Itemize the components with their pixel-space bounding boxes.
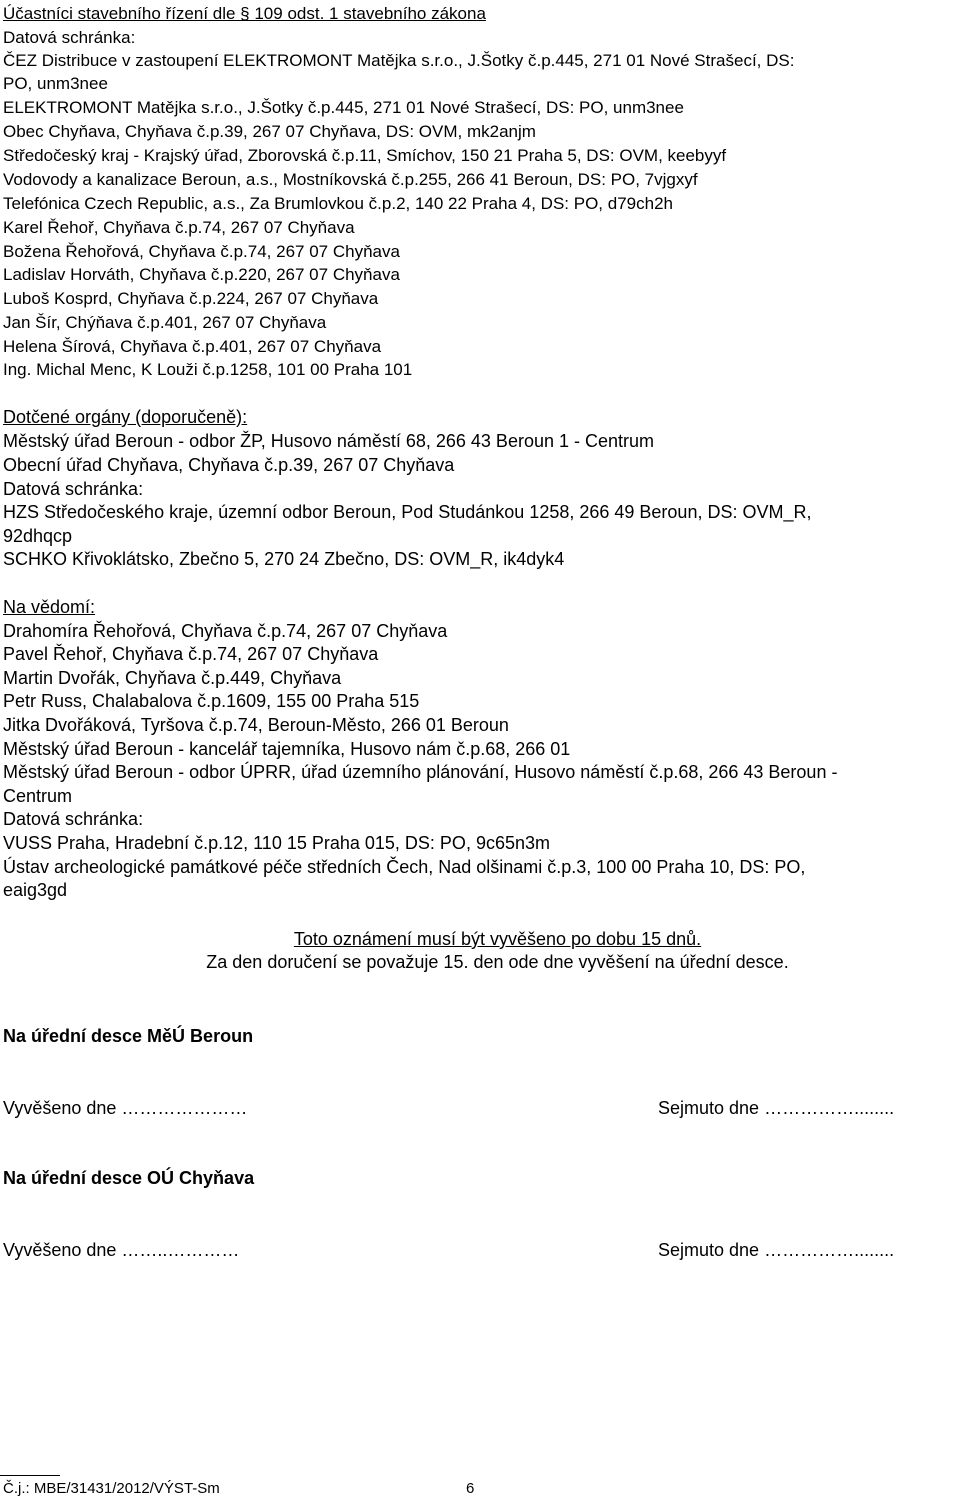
for-info-line: Jitka Dvořáková, Tyršova č.p.74, Beroun-Město, 266 01 Beroun [3, 715, 509, 735]
for-info-line: Ústav archeologické památkové péče středních Čech, Nad olšinami č.p.3, 100 00 Praha 10, DS: PO, [3, 857, 806, 877]
authority-line: Městský úřad Beroun - odbor ŽP, Husovo náměstí 68, 266 43 Beroun 1 - Centrum [3, 431, 655, 451]
participant-line: Ladislav Horváth, Chyňava č.p.220, 267 07 Chyňava [3, 265, 400, 284]
participant-line: Luboš Kosprd, Chyňava č.p.224, 267 07 Chyňava [3, 289, 379, 308]
board-title-chynava: Na úřední desce OÚ Chyňava [3, 1168, 255, 1188]
participant-line: Helena Šírová, Chyňava č.p.401, 267 07 Chyňava [3, 337, 382, 356]
board-posted-chynava: Vyvěšeno dne ……..………… [3, 1240, 240, 1260]
board-removed-beroun: Sejmuto dne ……………........ [658, 1098, 895, 1118]
notice-line-1: Toto oznámení musí být vyvěšeno po dobu 15 dnů. [293, 929, 702, 949]
participant-line: Karel Řehoř, Chyňava č.p.74, 267 07 Chyňava [3, 218, 355, 237]
participant-line: Vodovody a kanalizace Beroun, a.s., Mostníkovská č.p.255, 266 41 Beroun, DS: PO, 7vjgxyf [3, 170, 698, 189]
notice-line-2: Za den doručení se považuje 15. den ode dne vyvěšení na úřední desce. [206, 952, 789, 972]
data-box-label: Datová schránka: [3, 28, 136, 47]
for-info-line: Centrum [3, 786, 73, 806]
footer-reference: Č.j.: MBE/31431/2012/VÝST-Sm [3, 1480, 220, 1497]
authority-line: 92dhqcp [3, 526, 73, 546]
authority-line: Datová schránka: [3, 479, 144, 499]
for-info-line: Pavel Řehoř, Chyňava č.p.74, 267 07 Chyňava [3, 644, 379, 664]
for-info-line: Drahomíra Řehořová, Chyňava č.p.74, 267 07 Chyňava [3, 621, 448, 641]
for-info-line: Petr Russ, Chalabalova č.p.1609, 155 00 Praha 515 [3, 691, 420, 711]
board-posted-beroun: Vyvěšeno dne ………………… [3, 1098, 248, 1118]
participant-line: Obec Chyňava, Chyňava č.p.39, 267 07 Chyňava, DS: OVM, mk2anjm [3, 122, 536, 141]
for-info-line: Martin Dvořák, Chyňava č.p.449, Chyňava [3, 668, 342, 688]
participant-line: ČEZ Distribuce v zastoupení ELEKTROMONT Matějka s.r.o., J.Šotky č.p.445, 271 01 Nové Strašecí, DS: [3, 51, 795, 70]
participant-line: Jan Šír, Chýňava č.p.401, 267 07 Chyňava [3, 313, 327, 332]
authorities-heading: Dotčené orgány (doporučeně): [3, 407, 248, 427]
authority-line: SCHKO Křivoklátsko, Zbečno 5, 270 24 Zbečno, DS: OVM_R, ik4dyk4 [3, 549, 565, 569]
board-removed-chynava: Sejmuto dne ……………........ [658, 1240, 895, 1260]
participant-line: ELEKTROMONT Matějka s.r.o., J.Šotky č.p.445, 271 01 Nové Strašecí, DS: PO, unm3nee [3, 98, 684, 117]
for-info-line: VUSS Praha, Hradební č.p.12, 110 15 Praha 015, DS: PO, 9c65n3m [3, 833, 550, 853]
participant-line: Telefónica Czech Republic, a.s., Za Brumlovkou č.p.2, 140 22 Praha 4, DS: PO, d79ch2h [3, 194, 673, 213]
for-info-line: Datová schránka: [3, 809, 144, 829]
board-title-beroun: Na úřední desce MěÚ Beroun [3, 1026, 254, 1046]
for-info-line: Městský úřad Beroun - odbor ÚPRR, úřad územního plánování, Husovo náměstí č.p.68, 266 43 Beroun - [3, 762, 838, 782]
footer-page-number: 6 [466, 1480, 475, 1497]
participant-line: Ing. Michal Menc, K Louži č.p.1258, 101 00 Praha 101 [3, 360, 413, 379]
for-info-line: eaig3gd [3, 880, 68, 900]
authority-line: Obecní úřad Chyňava, Chyňava č.p.39, 267 07 Chyňava [3, 455, 455, 475]
authority-line: HZS Středočeského kraje, územní odbor Beroun, Pod Studánkou 1258, 266 49 Beroun, DS: OVM_R, [3, 502, 812, 522]
participant-line: Středočeský kraj - Krajský úřad, Zborovská č.p.11, Smíchov, 150 21 Praha 5, DS: OVM, keebyyf [3, 146, 727, 165]
participants-heading: Účastníci stavebního řízení dle § 109 odst. 1 stavebního zákona [3, 4, 486, 23]
participant-line: PO, unm3nee [3, 74, 108, 93]
footer-rule [0, 1475, 60, 1476]
for-info-line: Městský úřad Beroun - kancelář tajemníka, Husovo nám č.p.68, 266 01 [3, 739, 571, 759]
for-info-heading: Na vědomí: [3, 597, 96, 617]
participant-line: Božena Řehořová, Chyňava č.p.74, 267 07 Chyňava [3, 242, 400, 261]
